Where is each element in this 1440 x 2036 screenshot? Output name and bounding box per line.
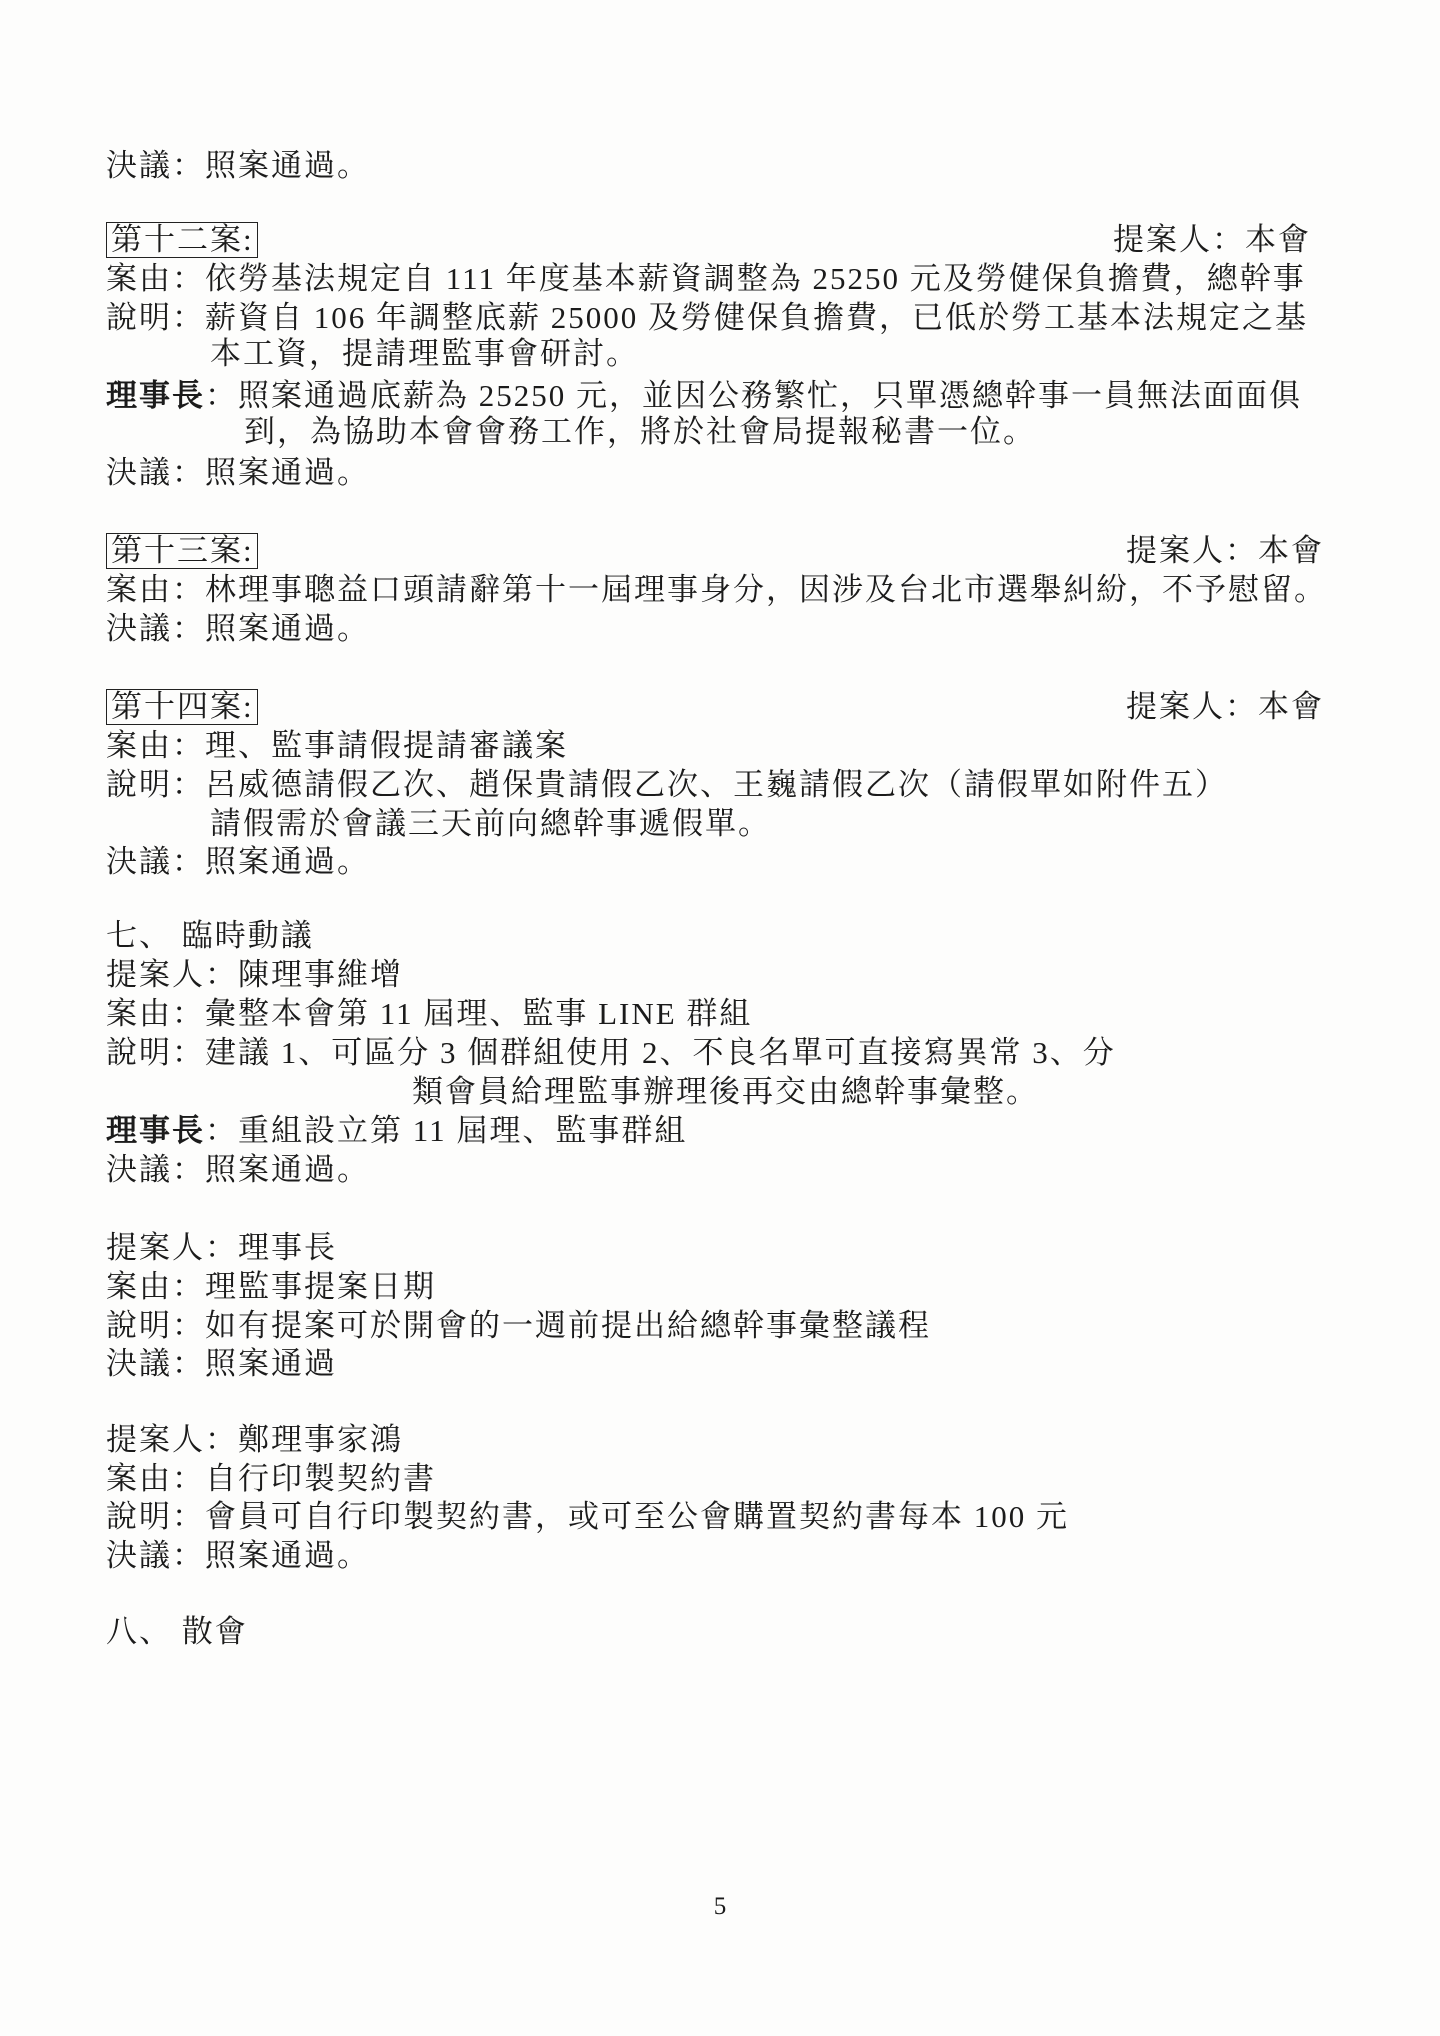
motion1-resolution: 決議：照案通過。 bbox=[106, 1152, 370, 1187]
case-proposer-13: 提案人：本會 bbox=[1126, 533, 1324, 568]
case-proposer-12: 提案人：本會 bbox=[1113, 222, 1311, 257]
motion2-reason: 案由：理監事提案日期 bbox=[106, 1269, 436, 1304]
motion1-proposer: 提案人：陳理事維增 bbox=[106, 957, 403, 992]
section-heading-7: 七、 臨時動議 bbox=[106, 918, 314, 953]
chair-comment-text: ：照案通過底薪為 25250 元，並因公務繁忙，只單憑總幹事一員無法面面俱 bbox=[205, 378, 1302, 413]
case-resolution-13: 決議：照案通過。 bbox=[106, 611, 370, 646]
motion1-explanation-line2: 類會員給理監事辦理後再交由總幹事彙整。 bbox=[412, 1074, 1039, 1109]
motion1-reason: 案由：彙整本會第 11 屆理、監事 LINE 群組 bbox=[106, 996, 753, 1031]
case-reason-13: 案由：林理事聰益口頭請辭第十一屆理事身分，因涉及台北市選舉糾紛，不予慰留。 bbox=[106, 572, 1327, 607]
motion1-explanation-line1: 說明：建議 1、可區分 3 個群組使用 2、不良名單可直接寫異常 3、分 bbox=[106, 1035, 1116, 1070]
case-label-13: 第十三案: bbox=[106, 533, 258, 569]
case-explanation-14-line2: 請假需於會議三天前向總幹事遞假單。 bbox=[210, 806, 771, 841]
chair-comment-text: ：重組設立第 11 屆理、監事群組 bbox=[205, 1113, 688, 1148]
case-resolution-14: 決議：照案通過。 bbox=[106, 844, 370, 879]
case-label-12: 第十二案: bbox=[106, 222, 258, 258]
motion2-explanation: 說明：如有提案可於開會的一週前提出給總幹事彙整議程 bbox=[106, 1308, 931, 1343]
chair-label: 理事長 bbox=[106, 378, 205, 413]
motion3-proposer: 提案人：鄭理事家鴻 bbox=[106, 1422, 403, 1457]
case-explanation-12-line1: 說明：薪資自 106 年調整底薪 25000 及勞健保負擔費，已低於勞工基本法規定之基 bbox=[106, 300, 1308, 335]
case-resolution-12: 決議：照案通過。 bbox=[106, 455, 370, 490]
case-explanation-14-line1: 說明：呂威德請假乙次、趙保貴請假乙次、王巍請假乙次（請假單如附件五） bbox=[106, 767, 1228, 802]
motion2-resolution: 決議：照案通過 bbox=[106, 1346, 337, 1381]
section-heading-8: 八、 散會 bbox=[106, 1614, 248, 1649]
case-proposer-14: 提案人：本會 bbox=[1126, 689, 1324, 724]
motion3-reason: 案由：自行印製契約書 bbox=[106, 1461, 436, 1496]
case-reason-12: 案由：依勞基法規定自 111 年度基本薪資調整為 25250 元及勞健保負擔費，總幹事 bbox=[106, 261, 1306, 296]
motion2-proposer: 提案人：理事長 bbox=[106, 1230, 337, 1265]
case-reason-14: 案由：理、監事請假提請審議案 bbox=[106, 728, 568, 763]
chair-comment-12-line1 bbox=[106, 376, 1302, 416]
motion1-chair-comment bbox=[106, 1111, 687, 1151]
case-label-14: 第十四案: bbox=[106, 689, 258, 725]
motion3-explanation: 說明：會員可自行印製契約書，或可至公會購置契約書每本 100 元 bbox=[106, 1499, 1069, 1534]
chair-label: 理事長 bbox=[106, 1113, 205, 1148]
page-number: 5 bbox=[713, 1893, 727, 1920]
case-explanation-12-line2: 本工資，提請理監事會研討。 bbox=[210, 336, 639, 371]
resolution-line: 決議：照案通過。 bbox=[106, 148, 370, 183]
motion3-resolution: 決議：照案通過。 bbox=[106, 1538, 370, 1573]
chair-comment-12-line2: 到，為協助本會會務工作，將於社會局提報秘書一位。 bbox=[244, 414, 1036, 449]
